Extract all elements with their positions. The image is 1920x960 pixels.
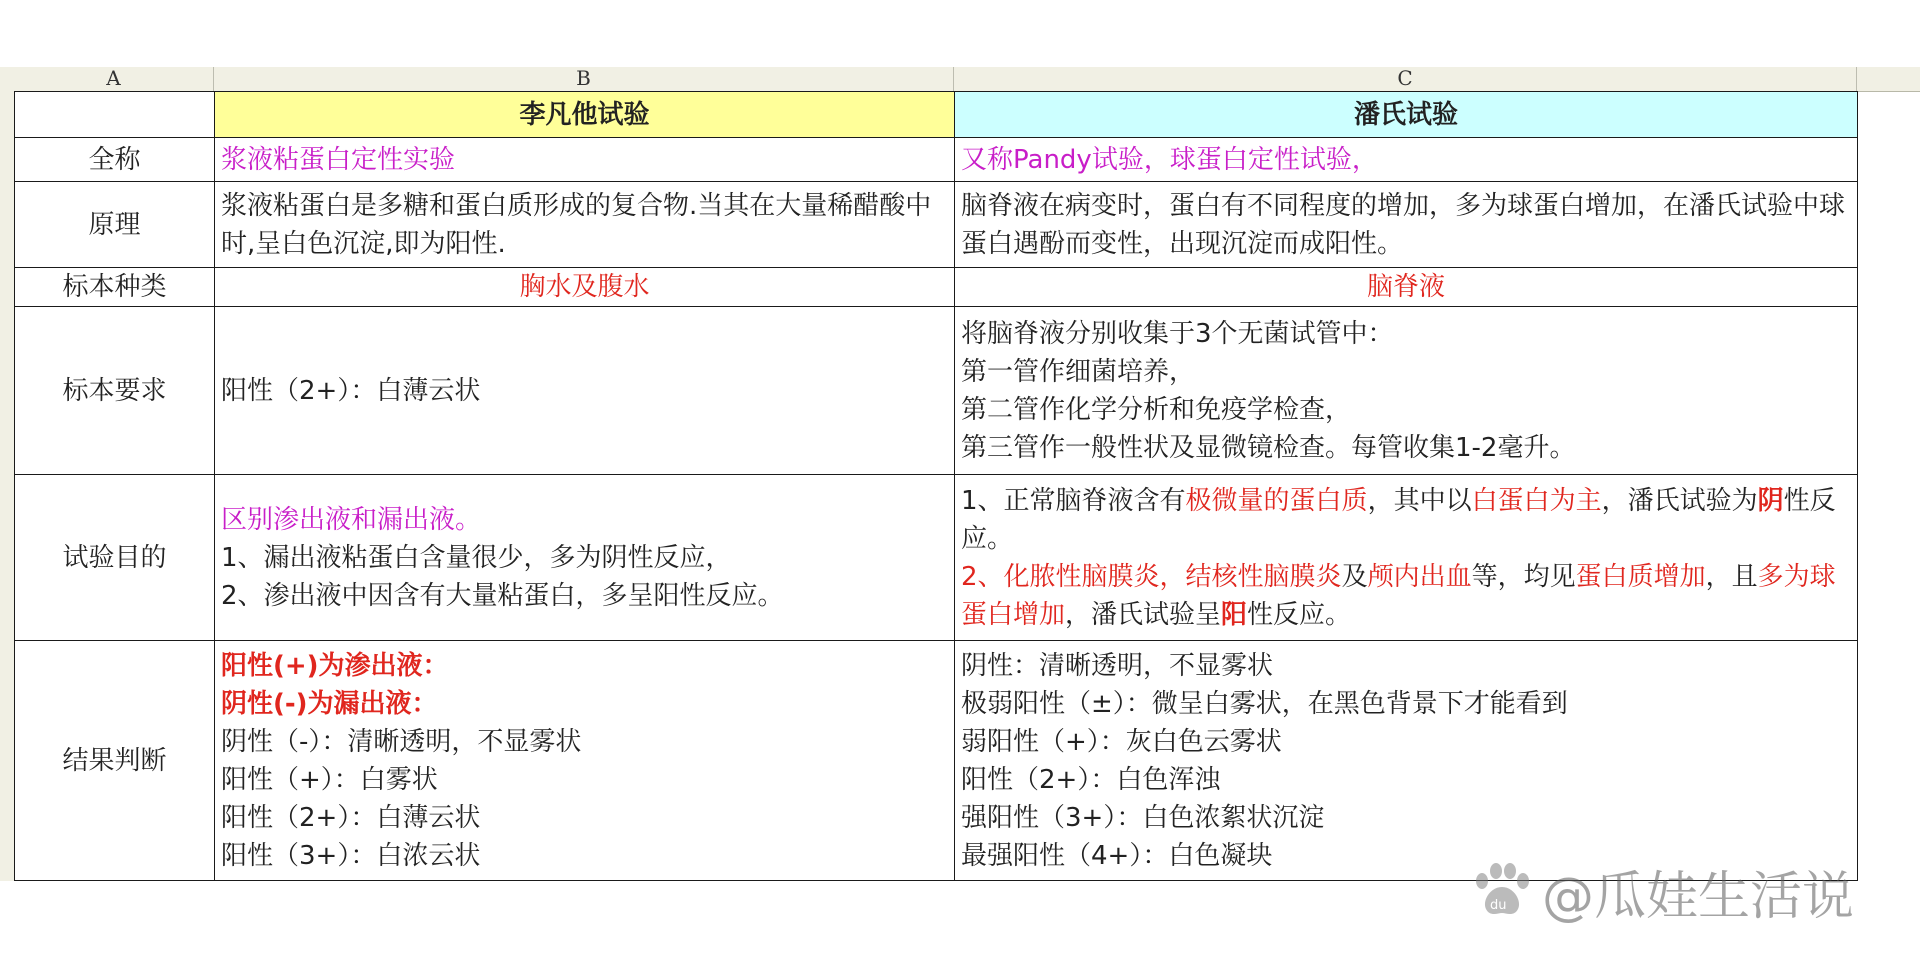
result-rule-negative: 阴性(-)为漏出液： [221,688,438,719]
table-row-fullname [15,138,1858,182]
row-label-specimen-type[interactable]: 标本种类 [15,268,215,307]
cell-specimen-type-b[interactable]: 胸水及腹水 [215,268,955,307]
cell-result-b[interactable] [215,641,955,881]
text-line: 最强阳性（4+）：白色凝块 [961,840,1273,871]
cell-specimen-type-c[interactable]: 脑脊液 [955,268,1858,307]
result-rule-positive: 阳性(+)为渗出液： [221,650,449,681]
cell-specimen-req-b[interactable]: 阳性（2+）：白薄云状 [215,307,955,475]
purpose-c-point-1: 1、正常脑脊液含有极微量的蛋白质，其中以白蛋白为主，潘氏试验为阴性反应。 [961,485,1836,554]
cell-fullname-c[interactable]: 又称Pandy试验，球蛋白定性试验， [955,138,1858,182]
cell-purpose-b[interactable] [215,475,955,641]
text-line: 强阳性（3+）：白色浓絮状沉淀 [961,802,1325,833]
table-row-header [15,92,1858,138]
column-header-bar [0,67,1920,92]
text-line: 阴性：清晰透明，不显雾状 [961,650,1274,681]
column-header-b[interactable]: B [214,67,954,91]
paw-print-icon [1468,861,1536,921]
text-line: 极弱阳性（±）：微呈白雾状，在黑色背景下才能看到 [961,688,1568,719]
cell-fullname-b[interactable]: 浆液粘蛋白定性实验 [215,138,955,182]
text-line: 阳性（3+）：白浓云状 [221,840,481,871]
row-label-specimen-req[interactable]: 标本要求 [15,307,215,475]
cell-header-lifanta[interactable]: 李凡他试验 [215,92,955,138]
row-label-principle[interactable]: 原理 [15,182,215,268]
text-line: 阳性（2+）：白色浑浊 [961,764,1221,795]
text-line: 阴性（-）：清晰透明，不显雾状 [221,726,582,757]
table-row-principle [15,182,1858,268]
cell-result-c[interactable] [955,641,1858,881]
cell-principle-c[interactable]: 脑脊液在病变时，蛋白有不同程度的增加，多为球蛋白增加，在潘氏试验中球蛋白遇酚而变性，出现沉淀而成阳性。 [955,182,1858,268]
cell-principle-b[interactable]: 浆液粘蛋白是多糖和蛋白质形成的复合物.当其在大量稀醋酸中时,呈白色沉淀,即为阳性. [215,182,955,268]
cell-purpose-c[interactable] [955,475,1858,641]
svg-text:du: du [1490,898,1507,913]
cell-header-pandy[interactable]: 潘氏试验 [955,92,1858,138]
row-label-fullname[interactable]: 全称 [15,138,215,182]
watermark-text: @瓜娃生活说 [1542,866,1855,927]
row-label-result[interactable]: 结果判断 [15,641,215,881]
table-row-specimen-req [15,307,1858,475]
cell-specimen-req-c[interactable] [955,307,1858,475]
purpose-lead: 区别渗出液和漏出液。 [221,504,482,535]
text-line: 将脑脊液分别收集于3个无菌试管中： [961,318,1394,349]
table-row-specimen-type [15,268,1858,307]
text-line: 阳性（+）：白雾状 [221,764,438,795]
text-line: 第二管作化学分析和免疫学检查， [961,394,1352,425]
text-line: 阳性（2+）：白薄云状 [221,802,481,833]
text-line: 第三管作一般性状及显微镜检查。每管收集1-2毫升。 [961,432,1576,463]
table-row-purpose [15,475,1858,641]
spreadsheet-table [14,91,1858,881]
column-header-c[interactable]: C [954,67,1857,91]
text-line: 第一管作细菌培养， [961,356,1196,387]
purpose-c-point-2: 2、化脓性脑膜炎，结核性脑膜炎及颅内出血等，均见蛋白质增加，且多为球蛋白增加，潘氏试验呈阳性反应。 [961,561,1836,630]
watermark [1468,858,1855,927]
text-line: 2、渗出液中因含有大量粘蛋白，多呈阳性反应。 [221,580,784,611]
column-header-a[interactable]: A [14,67,214,91]
text-line: 弱阳性（+）：灰白色云雾状 [961,726,1282,757]
table-row-result [15,641,1858,881]
cell-a-header[interactable] [15,92,215,138]
text-line: 1、漏出液粘蛋白含量很少，多为阴性反应， [221,542,732,573]
row-header-strip [0,91,15,881]
row-label-purpose[interactable]: 试验目的 [15,475,215,641]
